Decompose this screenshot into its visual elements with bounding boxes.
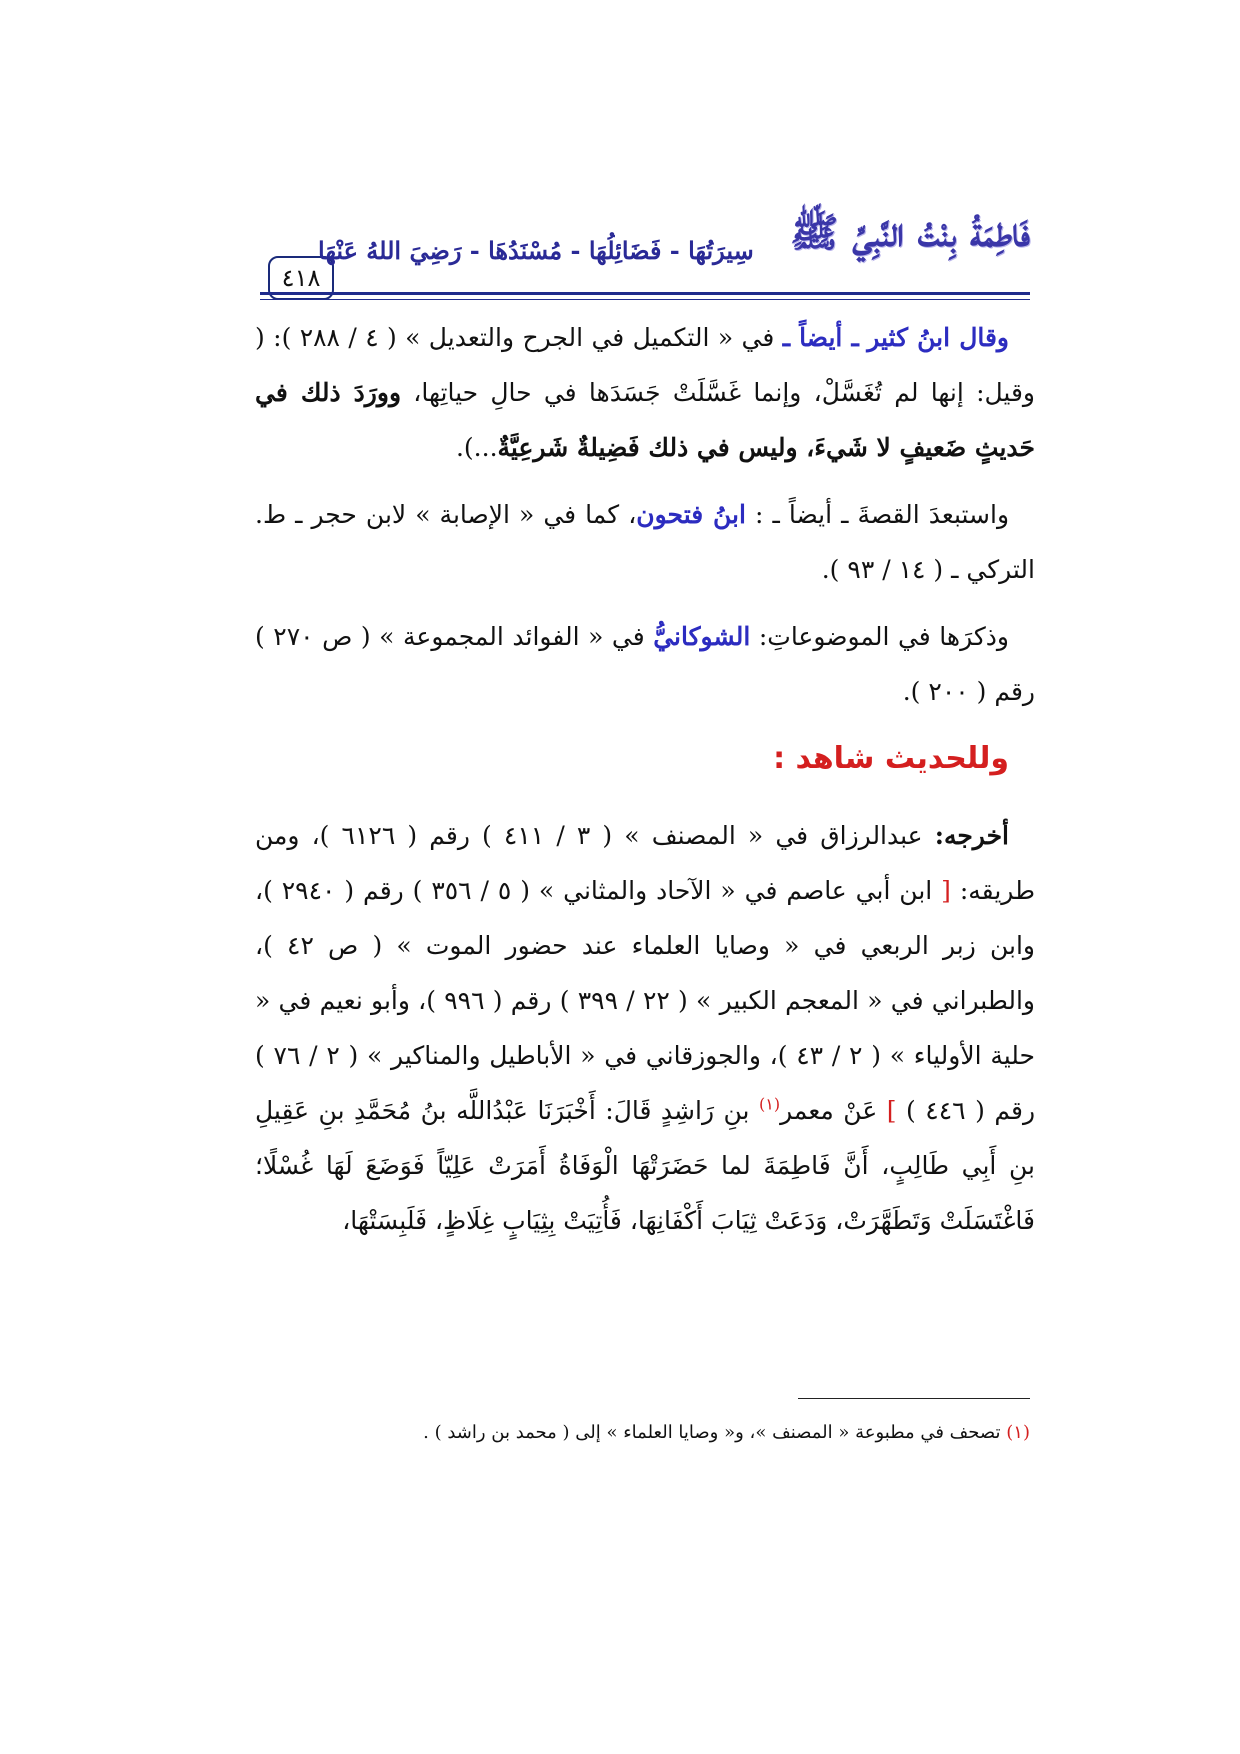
author-ibn-fathun: ابنُ فتحون	[636, 500, 746, 529]
page-number: ٤١٨	[268, 256, 334, 300]
quote-open: ( وقيل: إنها لم تُغَسَّلْ، وإنما غَسَّلَتْ جَسَدَها في حالِ حياتِها،	[255, 323, 1035, 407]
p3-intro: وذكرَها في الموضوعاتِ:	[750, 622, 1009, 651]
p4-part1: عبدالرزاق في « المصنف » ( ٣ / ٤١١ ) رقم ( ٦١٢٦ )، ومن طريقه:	[255, 821, 1035, 905]
quote-bold: وورَدَ ذلك في حَديثٍ ضَعيفٍ لا شَيءَ، وليس في ذلك فَضِيلةٌ شَرعِيَّةٌ	[255, 378, 1035, 462]
reference-text: في « التكميل في الجرح والتعديل » ( ٤ / ٢٨٨ ):	[264, 323, 783, 352]
section-heading: وللحديث شاهد :	[773, 741, 1009, 776]
quote-close: ...).	[455, 433, 498, 462]
book-subtitle: سِيرَتُهَا - فَضَائِلُهَا - مُسْنَدُهَا - رَضِيَ اللهُ عَنْهَا	[318, 236, 754, 265]
p4-part2: ابن أبي عاصم في « الآحاد والمثاني » ( ٥ / ٣٥٦ ) رقم ( ٢٩٤٠ )، وابن زبر الربعي في « وصايا العلماء عند حضور الموت » ( ص ٤٢ )، والطبراني في « المعجم الكبير » ( ٢٢ / ٣٩٩ ) رقم ( ٩٩٦ )، وأبو نعيم في « حلية الأولياء » ( ٢ / ٤٣ )، والجوزقاني في « الأباطيل والمناكير » ( ٢ / ٧٦ ) رقم ( ٤٤٦ )	[255, 876, 1036, 1125]
header-rule	[260, 292, 1030, 300]
p3-rest: في « الفوائد المجموعة » ( ص ٢٧٠ ) رقم ( ٢٠٠ ).	[255, 622, 1035, 706]
paragraph-3	[255, 609, 1035, 719]
p4-label: أخرجه:	[934, 821, 1009, 850]
paragraph-2	[255, 487, 1035, 597]
main-text	[255, 310, 1035, 1260]
p2-intro: واستبعدَ القصةَ ـ أيضاً ـ :	[745, 500, 1010, 529]
p4-part4: بنِ رَاشِدٍ قَالَ: أَخْبَرَنَا عَبْدُاللَّه بنُ مُحَمَّدِ بنِ عَقِيلِ بنِ أَبِي طَالِبٍ، أَنَّ فَاطِمَةَ لما حَضَرَتْهَا الْوَفَاةُ أَمَرَتْ عَلِيّاً فَوَضَعَ لَهَا غُسْلًا؛ فَاغْتَسَلَتْ وَتَطَهَّرَتْ، وَدَعَتْ ثِيَابَ أَكْفَانِهَا، فَأُتِيَتْ بِثِيَابٍ غِلَاظٍ، فَلَبِسَتْهَا،	[255, 1096, 1035, 1235]
footnote-marker: (١)	[1006, 1422, 1030, 1443]
p2-rest: ، كما في « الإصابة » لابن حجر ـ ط. التركي ـ ( ١٤ / ٩٣ ).	[255, 500, 1035, 584]
book-title: فَاطِمَةُ بِنْتُ النَّبِيِّ ﷺ	[790, 209, 1030, 256]
author-ibn-kathir: وقال ابنُ كثير	[867, 323, 1009, 352]
bracket-close: ]	[886, 1096, 897, 1125]
footnote	[255, 1422, 1030, 1443]
bracket-open: [	[941, 876, 951, 905]
footnote-text: تصحف في مطبوعة « المصنف »، و« وصايا العلماء » إلى ( محمد بن راشد ) .	[423, 1422, 1007, 1443]
footnote-reference[interactable]: (١)	[759, 1094, 781, 1114]
footnote-rule	[798, 1398, 1030, 1399]
aside-dashes: ـ أيضاً ـ	[782, 323, 859, 352]
p4-part3: عَنْ معمر	[780, 1096, 887, 1125]
author-shawkani: الشوكانيُّ	[653, 622, 751, 651]
paragraph-4	[255, 808, 1035, 1248]
paragraph-1	[255, 310, 1035, 475]
